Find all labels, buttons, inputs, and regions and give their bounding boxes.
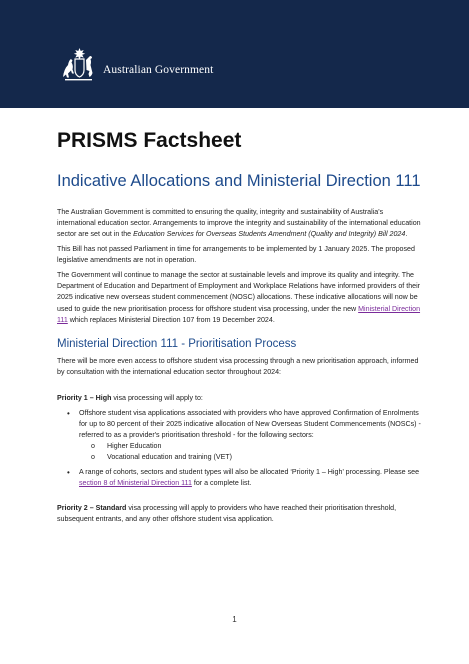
section-intro: There will be more even access to offshore student visa processing through a new prioritisation approach, informed by consultation with the international education sector throughout 2024: (57, 357, 419, 377)
section-8-link[interactable]: section 8 of Ministerial Direction 111 (79, 478, 192, 487)
intro-paragraph-1: The Australian Government is committed to ensuring the quality, integrity and sustainability of Australia's international education sector. Arrangements to improve the integrity and sustainability of the international education sector are set out in the Education Services for Overseas Students Amendment (Quality and Integrity) Bill 2024. (57, 208, 421, 239)
list-item: • Offshore student visa applications associated with providers who have approved Confirmation of Enrolments for up to 80 percent of their 2025 indicative allocation of New Overseas Student Commencements (NOSCs) - referred to as a provider's prioritisation threshold - for the following sectors: o Higher Education o Vocational education and training (VET) (57, 408, 423, 464)
coat-of-arms-icon (58, 46, 98, 84)
list-item: • A range of cohorts, sectors and student types will also be allocated ‘Priority 1 – High’ processing. Please see section 8 of Ministerial Direction 111 for a complete list. (57, 467, 423, 489)
priority-1-line: Priority 1 – High visa processing will apply to: (57, 393, 203, 402)
document-body (57, 207, 423, 529)
priority-1-label: Priority 1 – High (57, 393, 112, 402)
header-banner (0, 0, 469, 108)
intro-paragraph-3: The Government will continue to manage the sector at sustainable levels and improve its quality and integrity. The Department of Education and Department of Employment and Workplace Relations have informed providers of their 2025 indicative new overseas student commencement (NOSC) allocations. These indicative allocations will now be used to guide the new prioritisation process for offshore student visa processing, under the new Ministerial Direction 111 which replaces Ministerial Direction 107 from 19 December 2024. (57, 271, 421, 324)
ministerial-direction-link[interactable]: Ministerial Direction 111 (57, 304, 421, 324)
priority-2-label: Priority 2 – Standard (57, 504, 127, 513)
priority-1-list (57, 408, 423, 489)
page-title: PRISMS Factsheet (57, 129, 242, 152)
sector-item: o Vocational education and training (VET) (79, 452, 423, 463)
section-heading: Ministerial Direction 111 - Prioritisation Process (57, 338, 297, 351)
priority-2-paragraph: Priority 2 – Standard visa processing will apply to providers who have reached their prioritisation threshold, subsequent entrants, and any other offshore student visa application. (57, 504, 397, 524)
sector-list (79, 441, 423, 463)
page-number: 1 (232, 615, 237, 624)
government-name: Australian Government (103, 64, 214, 76)
bill-title: Education Services for Overseas Students Amendment (Quality and Integrity) Bill 2024 (133, 230, 406, 239)
page-subtitle: Indicative Allocations and Ministerial Direction 111 (57, 172, 421, 190)
sector-item: o Higher Education (79, 441, 423, 452)
intro-paragraph-2: This Bill has not passed Parliament in time for arrangements to be implemented by 1 January 2025. The proposed legislative amendments are not in operation. (57, 245, 415, 265)
